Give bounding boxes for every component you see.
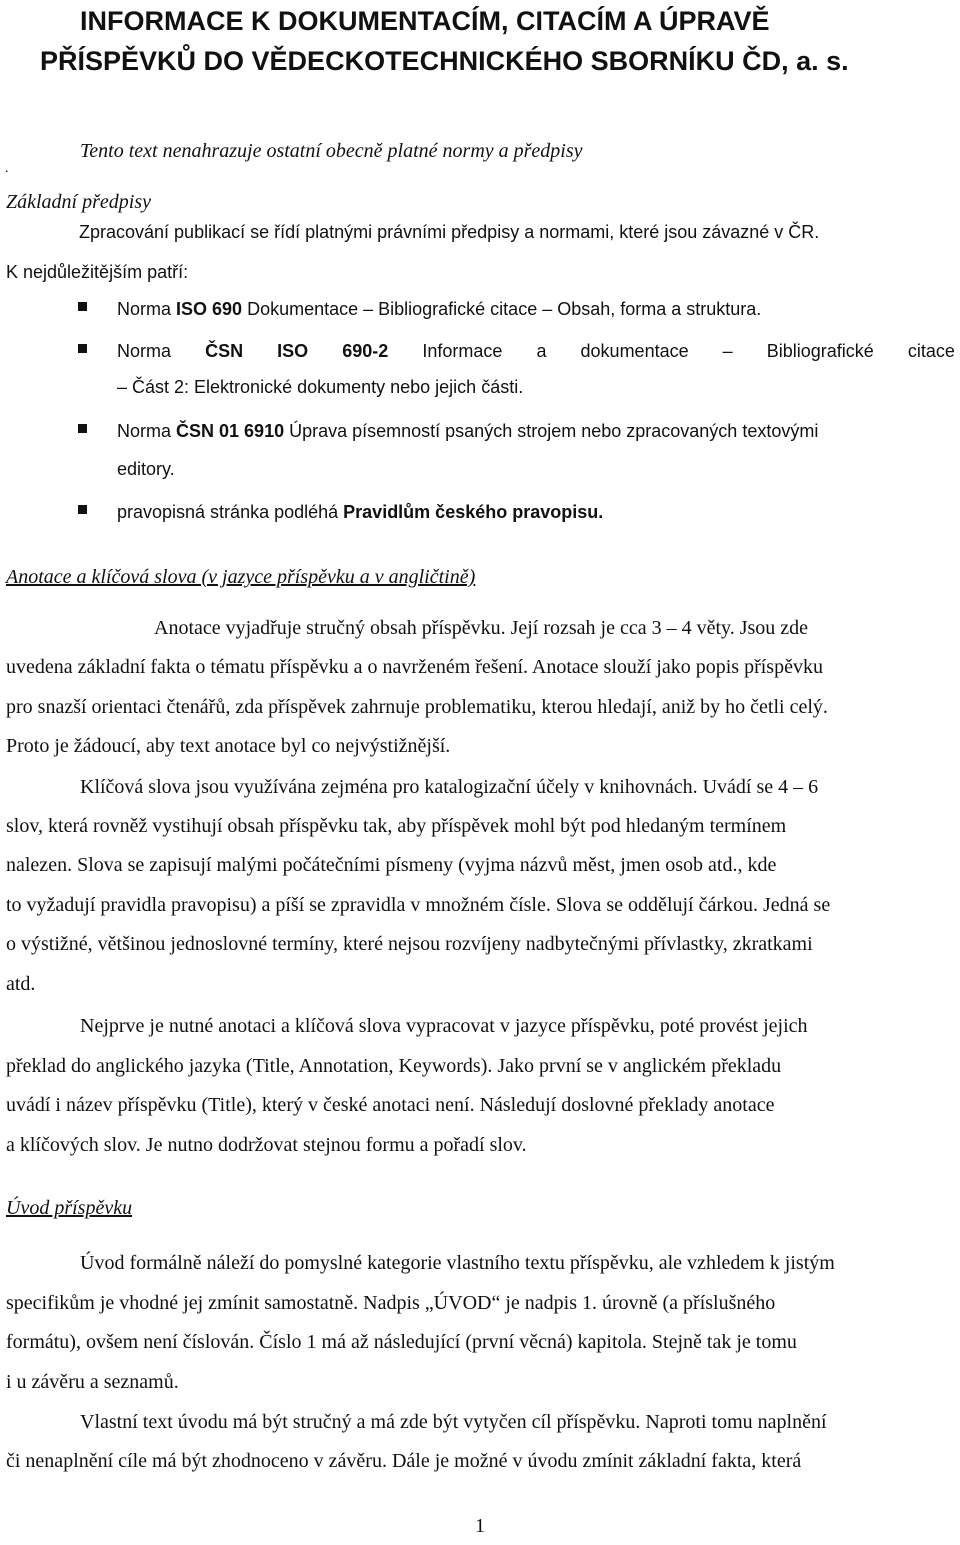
word: Norma — [117, 341, 172, 361]
annotation-paragraph-1-line-4: Proto je žádoucí, aby text anotace byl co nejvýstižnější. — [6, 735, 451, 757]
intro-paragraph-1-line-4: i u závěru a seznamů. — [6, 1371, 179, 1393]
word: Bibliografické — [766, 341, 874, 361]
word: dokumentace — [580, 341, 689, 361]
annotation-paragraph-2-line-3: nalezen. Slova se zapisují malými počátečními písmeny (vyjma názvů měst, jmen osob atd., kde — [6, 854, 777, 876]
document-title-line-1: INFORMACE K DOKUMENTACÍM, CITACÍM A ÚPRAVĚ — [80, 6, 770, 36]
bullet-text: Norma — [117, 421, 177, 441]
word: – — [722, 341, 733, 361]
norm-code: ISO 690 — [176, 299, 243, 319]
section-heading-annotation: Anotace a klíčová slova (v jazyce příspěvku a v angličtině) — [6, 566, 476, 588]
word: a — [536, 341, 547, 361]
word: Informace — [422, 341, 503, 361]
intro-paragraph-1-line-1: Úvod formálně náleží do pomyslné kategorie vlastního textu příspěvku, ale vzhledem k jistým — [80, 1252, 835, 1274]
stray-dot: . — [5, 161, 9, 176]
intro-paragraph-1-line-3: formátu), ovšem není číslován. Číslo 1 má až následující (první věcná) kapitola. Stejně tak je tomu — [6, 1331, 797, 1353]
annotation-paragraph-1-line-2: uvedena základní fakta o tématu příspěvku a o navrženém řešení. Anotace slouží jako popis příspěvku — [6, 656, 823, 678]
word: 690-2 — [342, 341, 389, 361]
basic-lead: K nejdůležitějším patří: — [6, 262, 189, 282]
bullet-item-iso690 — [117, 297, 761, 321]
word: citace — [907, 341, 955, 361]
annotation-paragraph-1-line-3: pro snazší orientaci čtenářů, zda příspěvek zahrnuje problematiku, kterou hledají, aniž by ho četli celý. — [6, 696, 828, 718]
bullet-item-pravopis — [117, 500, 603, 524]
norm-code: ČSN 01 6910 — [176, 421, 285, 441]
bullet-square-icon — [78, 424, 87, 433]
annotation-paragraph-2-line-6: atd. — [6, 973, 36, 995]
intro-paragraph-2-line-1: Vlastní text úvodu má být stručný a má zde být vytyčen cíl příspěvku. Naproti tomu naplnění — [80, 1411, 827, 1433]
annotation-paragraph-2-line-1: Klíčová slova jsou využívána zejména pro katalogizační účely v knihovnách. Uvádí se 4 – 6 — [80, 776, 819, 798]
rules-reference: Pravidlům českého pravopisu. — [343, 502, 604, 522]
intro-paragraph-1-line-2: specifikům je vhodné jej zmínit samostatně. Nadpis „ÚVOD“ je nadpis 1. úrovně (a příslušného — [6, 1292, 776, 1314]
section-heading-basic: Základní předpisy — [6, 191, 151, 213]
section-heading-intro: Úvod příspěvku — [6, 1197, 133, 1219]
bullet-item-csn016910 — [117, 419, 818, 443]
page-number: 1 — [475, 1515, 485, 1537]
intro-paragraph-2-line-2: či nenaplnění cíle má být zhodnoceno v závěru. Dále je možné v úvodu zmínit základní fakta, která — [6, 1450, 802, 1472]
bullet-text: pravopisná stránka podléhá — [117, 502, 344, 522]
bullet-square-icon — [78, 505, 87, 514]
annotation-paragraph-3-line-3: uvádí i název příspěvku (Title), který v české anotaci není. Následují doslovné překlady anotace — [6, 1094, 775, 1116]
annotation-paragraph-1-line-1: Anotace vyjadřuje stručný obsah příspěvku. Její rozsah je cca 3 – 4 věty. Jsou zde — [154, 617, 809, 639]
bullet-text: Norma — [117, 299, 177, 319]
annotation-paragraph-2-line-4: to vyžadují pravidla pravopisu) a píší se zpravidla v množném čísle. Slova se oddělují čárkou. Jedná se — [6, 894, 831, 916]
bullet-item-csn-iso690-2 — [117, 339, 955, 363]
annotation-paragraph-2-line-2: slov, která rovněž vystihují obsah příspěvku tak, aby příspěvek mohl být pod hledaným termínem — [6, 815, 787, 837]
bullet-text: Dokumentace – Bibliografické citace – Obsah, forma a struktura. — [242, 299, 762, 319]
bullet-square-icon — [78, 344, 87, 353]
annotation-paragraph-3-line-2: překlad do anglického jazyka (Title, Annotation, Keywords). Jako první se v anglickém překladu — [6, 1055, 782, 1077]
annotation-paragraph-2-line-5: o výstižné, většinou jednoslovné termíny, které nejsou rozvíjeny nadbytečnými přívlastky, zkratkami — [6, 933, 813, 955]
basic-intro: Zpracování publikací se řídí platnými právními předpisy a normami, které jsou závazné v ČR. — [79, 222, 820, 242]
disclaimer-note: Tento text nenahrazuje ostatní obecně platné normy a předpisy — [80, 140, 583, 162]
annotation-paragraph-3-line-1: Nejprve je nutné anotaci a klíčová slova vypracovat v jazyce příspěvku, poté provést jejich — [80, 1015, 808, 1037]
bullet-square-icon — [78, 302, 87, 311]
bullet-continuation: editory. — [117, 459, 175, 479]
annotation-paragraph-3-line-4: a klíčových slov. Je nutno dodržovat stejnou formu a pořadí slov. — [6, 1134, 527, 1156]
document-title-line-2: PŘÍSPĚVKŮ DO VĚDECKOTECHNICKÉHO SBORNÍKU ČD, a. s. — [40, 46, 849, 76]
word: ISO — [277, 341, 309, 361]
word: ČSN — [205, 341, 244, 361]
bullet-text: Úprava písemností psaných strojem nebo zpracovaných textovými — [284, 421, 819, 441]
bullet-continuation: – Část 2: Elektronické dokumenty nebo jejich části. — [117, 377, 524, 397]
